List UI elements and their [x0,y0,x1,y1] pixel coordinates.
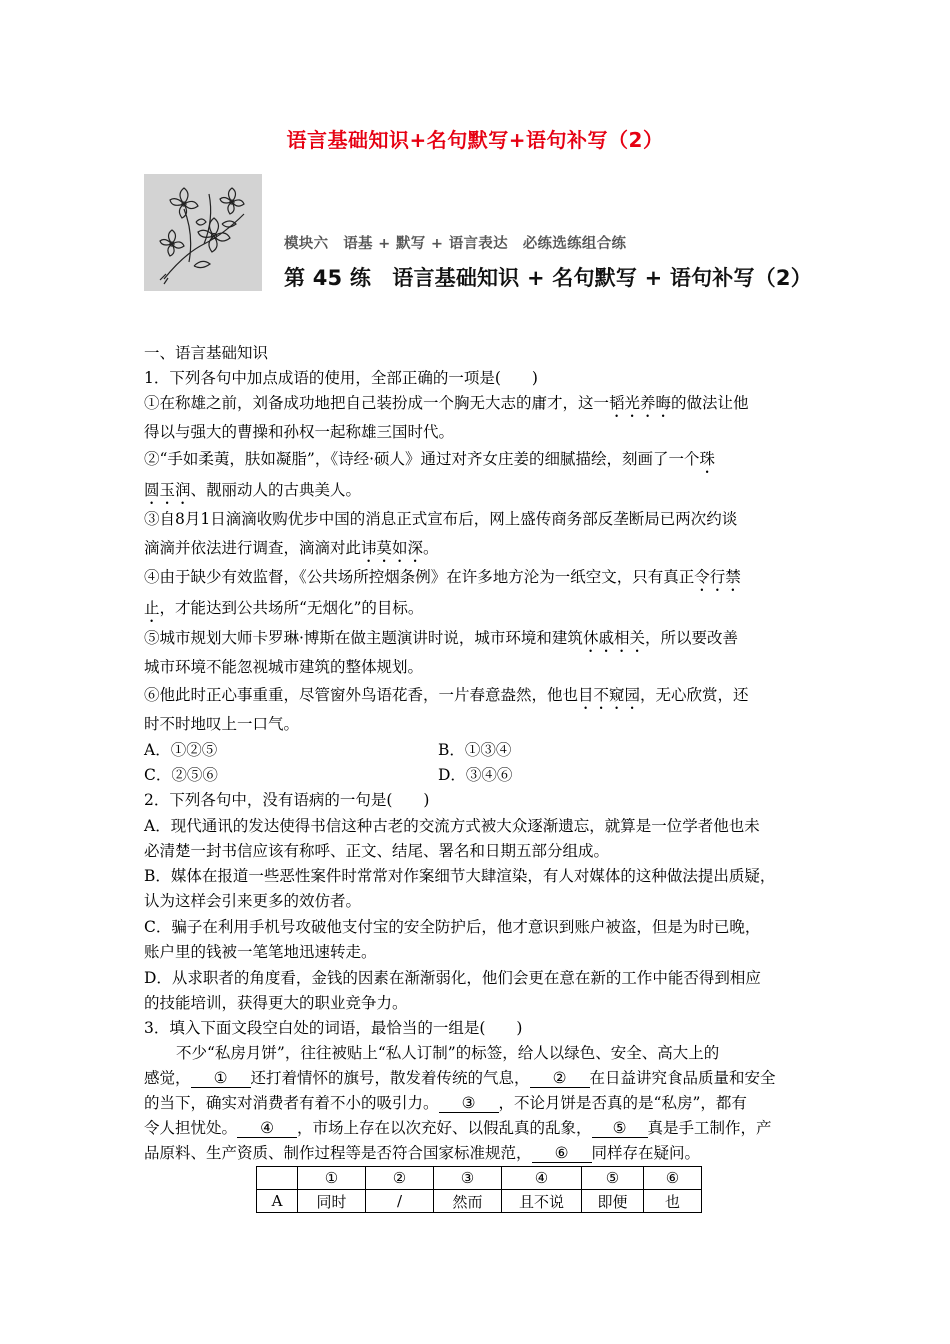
q1-option-b: B．①③④ [438,741,512,759]
q1-item5-line2: 城市环境不能忽视城市建筑的整体规划。 [144,658,424,676]
q3-options-table [256,1166,702,1213]
q1-item1: ①在称雄之前，刘备成功地把自己装扮成一个胸无大志的庸才，这一韬光养晦的做法让他 [144,394,749,412]
q1-option-d: D．③④⑥ [438,766,513,784]
table-cell: 然而 [434,1190,502,1213]
idiom-zhuyuan-b: 圆玉润 [144,481,191,499]
table-cell [257,1167,298,1190]
q3-passage-line3: 的当下，确实对消费者有着不小的吸引力。 ③ ，不论月饼是否真的是“私房”，都有 [144,1094,747,1112]
q3-stem: 3．填入下面文段空白处的词语，最恰当的一组是( ) [144,1019,523,1037]
table-cell: ① [298,1167,366,1190]
q3-passage-line5: 品原料、生产资质、制作过程等是否符合国家标准规范， ⑥ 同样存在疑问。 [144,1144,701,1162]
idiom-zhuyuan-a: 珠 [699,450,716,468]
q1-item4-line2: 止，才能达到公共场所“无烟化”的目标。 [144,599,424,617]
blank-2: ② [530,1069,590,1088]
q2-option-d-line2: 的技能培训，获得更大的职业竞争力。 [144,994,408,1012]
idiom-lingxing-b: 止 [144,599,160,617]
q1-item2: ②“手如柔荑，肤如凝脂”，《诗经·硕人》通过对齐女庄姜的细腻描绘，刻画了一个珠 [144,450,716,468]
table-cell: 即便 [582,1190,644,1213]
idiom-xiuqi: 休戚相关 [582,629,645,647]
q1-item2-line2: 圆玉润、靓丽动人的古典美人。 [144,481,362,499]
table-cell: 也 [644,1190,702,1213]
q1-item3-line2: 滴滴并依法进行调查，滴滴对此讳莫如深。 [144,539,439,557]
table-cell: ⑥ [644,1167,702,1190]
idiom-mubukui: 目不窥园 [578,686,641,704]
q3-passage-line1: 不少“私房月饼”，往往被贴上“私人订制”的标签，给人以绿色、安全、高大上的 [176,1044,720,1062]
table-cell: ② [366,1167,434,1190]
lesson-title: 第 45 练 语言基础知识 + 名句默写 + 语句补写（2） [284,266,812,290]
q2-option-d-line1: D．从求职者的角度看，金钱的因素在渐渐弱化，他们会更在意在新的工作中能否得到相应 [144,969,761,987]
q1-item4: ④由于缺少有效监督，《公共场所控烟条例》在许多地方沦为一纸空文，只有真正令行禁 [144,568,741,586]
q3-passage-line2: 感觉， ① 还打着情怀的旗号，散发着传统的气息， ② 在日益讲究食品质量和安全 [144,1069,776,1087]
idiom-taoguang: 韬光养晦 [609,394,672,412]
table-cell: 同时 [298,1190,366,1213]
q2-option-b-line1: B．媒体在报道一些恶性案件时常常对作案细节大肆渲染，有人对媒体的这种做法提出质疑， [144,867,776,885]
q2-option-a-line2: 必清楚一封书信应该有称呼、正文、结尾、署名和日期五部分组成。 [144,842,610,860]
q1-item6-line2: 时不时地叹上一口气。 [144,715,300,733]
q2-option-a-line1: A．现代通讯的发达使得书信这种古老的交流方式被大众逐渐遗忘，就算是一位学者他也未 [144,817,760,835]
q2-option-b-line2: 认为这样会引来更多的效仿者。 [144,892,362,910]
table-cell: ⑤ [582,1167,644,1190]
table-cell: A [257,1190,298,1213]
q1-item3: ③自8月1日滴滴收购优步中国的消息正式宣布后，网上盛传商务部反垄断局已两次约谈 [144,510,738,528]
idiom-lingxing-a: 令行禁 [694,568,741,586]
q1-stem: 1．下列各句中加点成语的使用，全部正确的一项是( ) [144,369,538,387]
q3-passage-line4: 令人担忧处。 ④ ，市场上存在以次充好、以假乱真的乱象， ⑤ 真是手工制作，产 [144,1119,772,1137]
q1-item6: ⑥他此时正心事重重，尽管窗外鸟语花香，一片春意盎然，他也目不窥园，无心欣赏，还 [144,686,749,704]
table-cell: ④ [502,1167,582,1190]
table-cell: ③ [434,1167,502,1190]
blank-3: ③ [439,1094,499,1113]
q2-option-c-line2: 账户里的钱被一笔笔地迅速转走。 [144,943,377,961]
module-line: 模块六 语基 + 默写 + 语言表达 必练选练组合练 [284,236,627,252]
q2-option-c-line1: C．骗子在利用手机号攻破他支付宝的安全防护后，他才意识到账户被盗，但是为时已晚， [144,918,761,936]
flower-illustration [144,174,262,291]
q1-item5: ⑤城市规划大师卡罗琳·博斯在做主题演讲时说，城市环境和建筑休戚相关，所以要改善 [144,629,738,647]
page-title: 语言基础知识+名句默写+语句补写（2） [286,128,664,152]
table-row [257,1190,702,1213]
idiom-huimo: 讳莫如深 [361,539,424,557]
q1-option-c: C．②⑤⑥ [144,766,218,784]
blank-4: ④ [237,1119,297,1138]
table-header-row [257,1167,702,1190]
q1-item1-line2: 得以与强大的曹操和孙权一起称雄三国时代。 [144,423,455,441]
q1-option-a: A．①②⑤ [144,741,218,759]
blank-6: ⑥ [532,1144,592,1163]
table-cell: 且不说 [502,1190,582,1213]
blank-1: ① [191,1069,251,1088]
blank-5: ⑤ [592,1119,648,1138]
q2-stem: 2．下列各句中，没有语病的一句是( ) [144,791,430,809]
section-heading: 一、语言基础知识 [144,344,269,362]
table-cell: / [366,1190,434,1213]
